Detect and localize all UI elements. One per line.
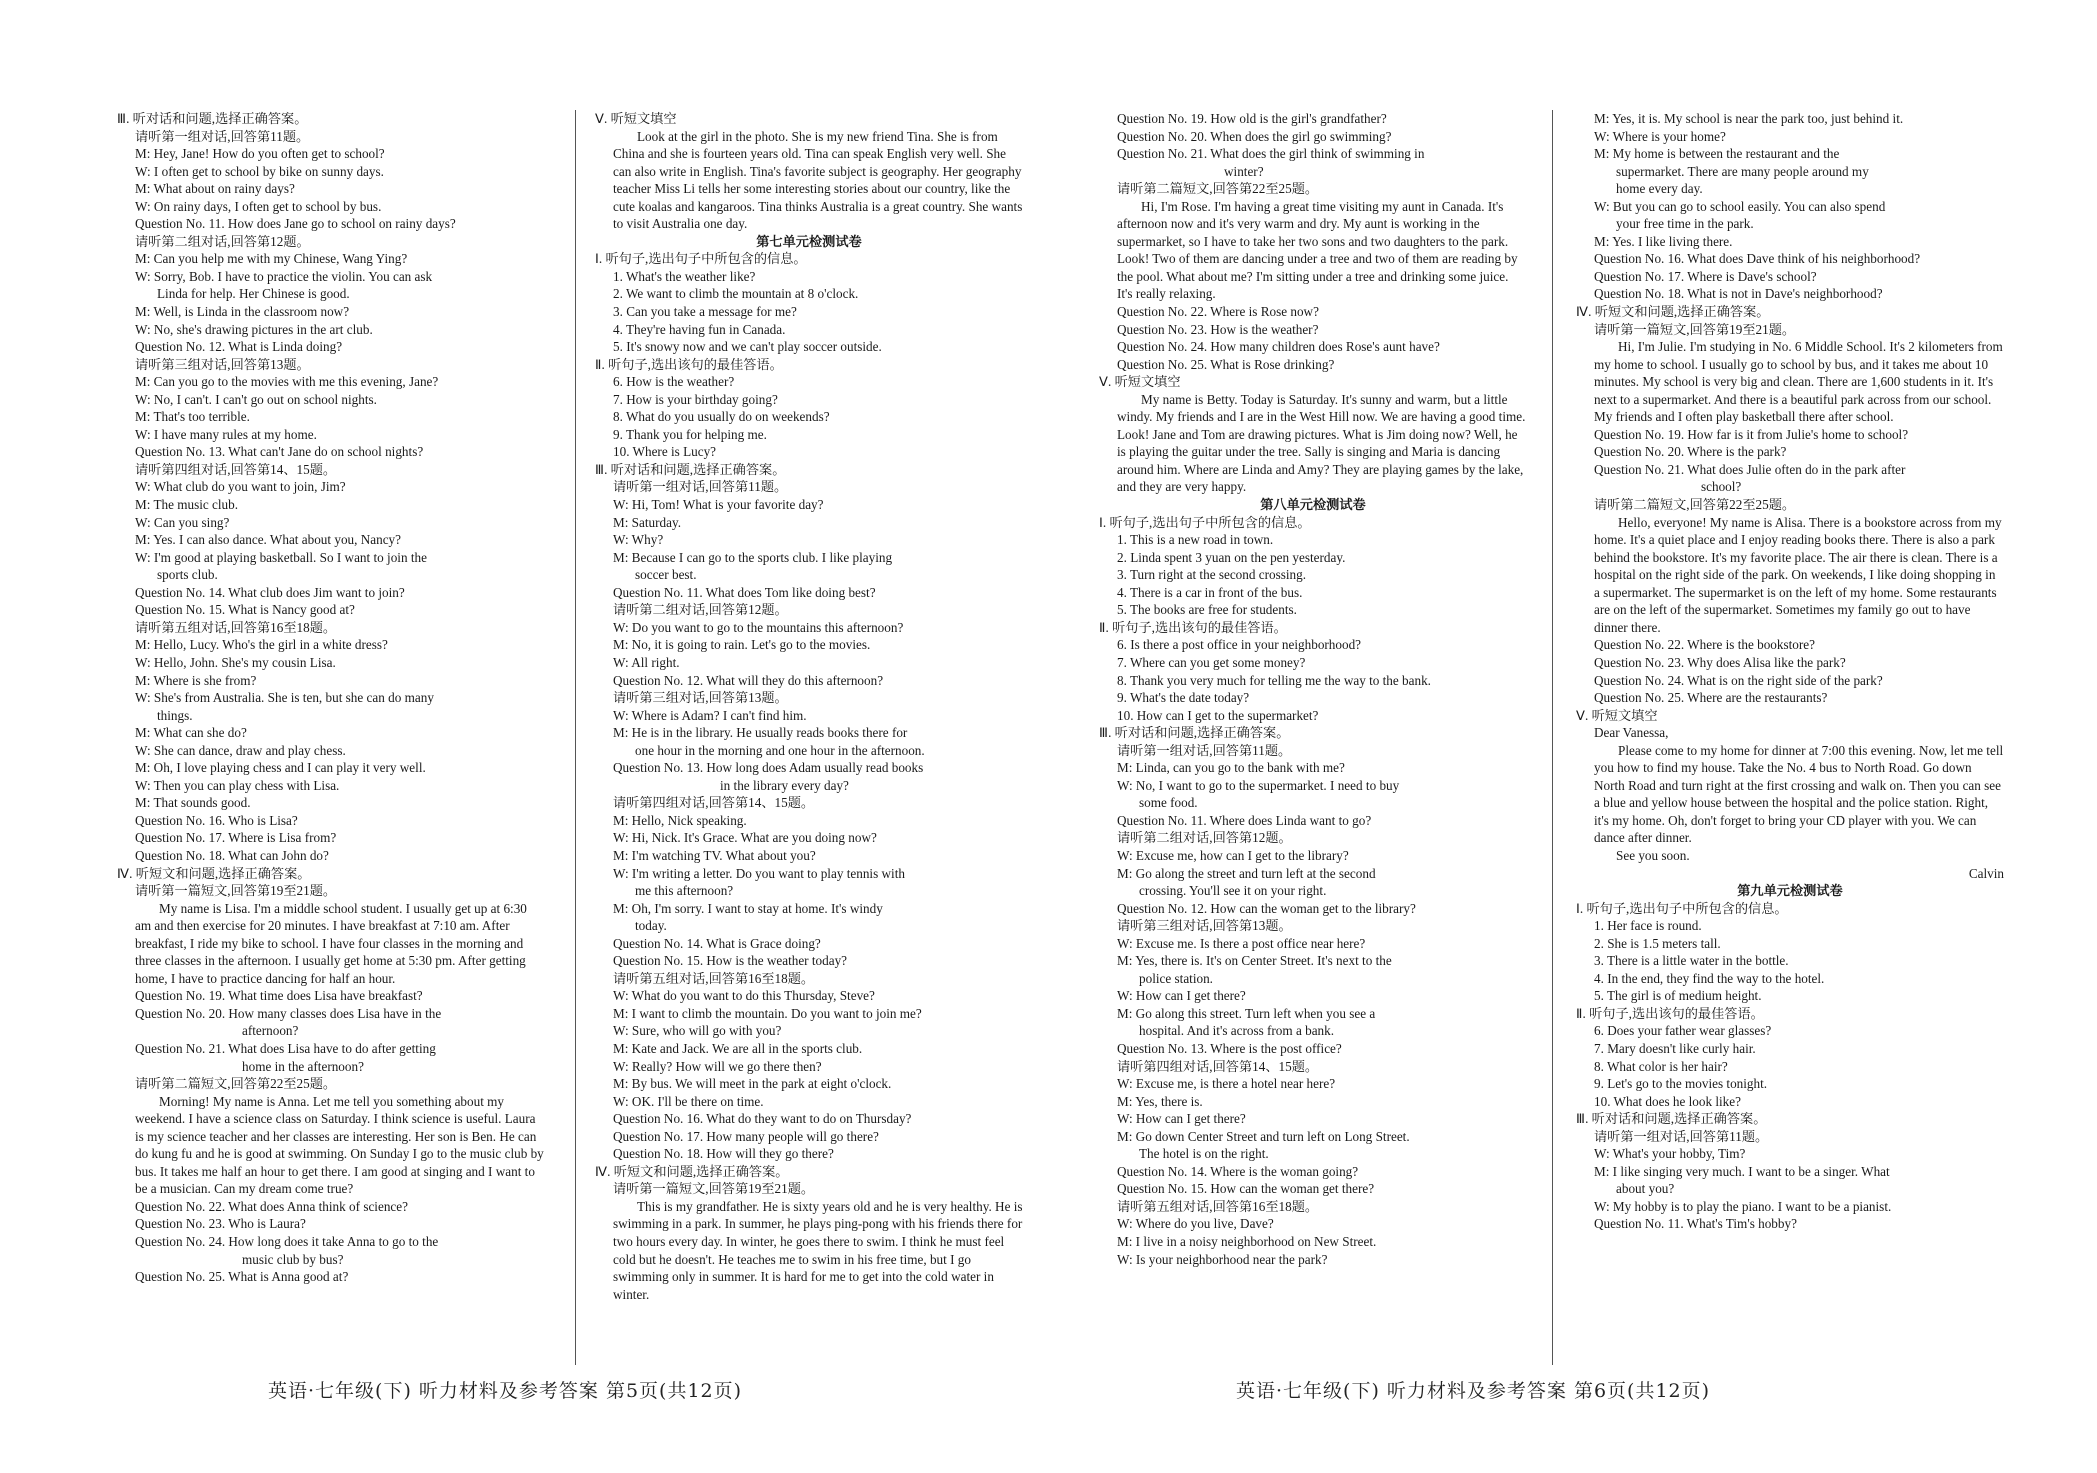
section-heading: Ⅴ. 听短文填空 xyxy=(1576,707,1658,723)
text-line: M: Go down Center Street and turn left on Long Street. xyxy=(1117,1128,1410,1144)
text-line: Question No. 11. What's Tim's hobby? xyxy=(1594,1216,1797,1232)
text-line: Question No. 18. How will they go there? xyxy=(613,1146,834,1162)
text-line: W: I'm good at playing basketball. So I want to join the xyxy=(135,549,427,565)
text-line: 8. What color is her hair? xyxy=(1594,1058,1728,1074)
text-line: M: That's too terrible. xyxy=(135,409,250,425)
text-line: W: Where do you live, Dave? xyxy=(1117,1216,1274,1232)
text-line: 请听第三组对话,回答第13题。 xyxy=(135,356,310,372)
text-line: Question No. 21. What does Julie often do in the park after xyxy=(1594,461,1906,477)
text-line: Question No. 25. What is Rose drinking? xyxy=(1117,356,1335,372)
text-line: M: That sounds good. xyxy=(135,795,251,811)
text-line: 5. It's snowy now and we can't play soccer outside. xyxy=(613,339,882,355)
passage-paragraph: Hello, everyone! My name is Alisa. There is a bookstore across from my home. It's a quiet place and I enjoy reading books there. There is also a park behind the bookstore. It's my favorite place. The air there is clean. There is a hospital on the right side of the park. On weekends, I like doing shopping in a supermarket. The supermarket is on the left of my home. Some restaurants are on the left of the supermarket. Sometimes my family go out to have dinner there. xyxy=(1594,514,2002,635)
text-line: Question No. 18. What is not in Dave's neighborhood? xyxy=(1594,286,1883,302)
text-line: sports club. xyxy=(157,567,218,583)
text-line: 6. Does your father wear glasses? xyxy=(1594,1023,1772,1039)
text-line: 请听第一篇短文,回答第19至21题。 xyxy=(613,1181,815,1197)
text-line: W: I often get to school by bike on sunny days. xyxy=(135,163,384,179)
text-line: afternoon? xyxy=(242,1023,299,1039)
text-line: 2. She is 1.5 meters tall. xyxy=(1594,935,1721,951)
passage-paragraph: Look at the girl in the photo. She is my new friend Tina. She is from China and she is fourteen years old. Tina can speak English very well. She can also write in English. Tina's favorite subject is geography. Her geography teacher Miss Li tells her some interesting stories about our country, like the cute koalas and kangaroos. Tina thinks Australia is a great country. She wants to visit Australia one day. xyxy=(613,128,1023,232)
section-heading: Ⅲ. 听对话和问题,选择正确答案。 xyxy=(595,461,786,477)
page-6-right-column xyxy=(1576,110,2004,1365)
text-line: Question No. 21. What does the girl think of swimming in xyxy=(1117,146,1425,162)
text-line: your free time in the park. xyxy=(1616,216,1754,232)
text-line: 请听第四组对话,回答第14、15题。 xyxy=(135,461,337,477)
text-line: some food. xyxy=(1139,795,1198,811)
text-line: 5. The books are free for students. xyxy=(1117,602,1297,618)
text-line: 3. Turn right at the second crossing. xyxy=(1117,567,1307,583)
text-line: Question No. 25. What is Anna good at? xyxy=(135,1269,349,1285)
text-line: home every day. xyxy=(1616,181,1703,197)
text-line: M: I like singing very much. I want to be a singer. What xyxy=(1594,1163,1890,1179)
section-heading: Ⅰ. 听句子,选出句子中所包含的信息。 xyxy=(1576,900,1788,916)
text-line: W: What's your hobby, Tim? xyxy=(1594,1146,1746,1162)
text-line: W: Really? How will we go there then? xyxy=(613,1058,822,1074)
text-line: hospital. And it's across from a bank. xyxy=(1139,1023,1335,1039)
text-line: Question No. 19. What time does Lisa have breakfast? xyxy=(135,988,423,1004)
text-line: Question No. 22. Where is Rose now? xyxy=(1117,304,1319,320)
passage-paragraph: This is my grandfather. He is sixty years old and he is very healthy. He is swimming in a park. In summer, he plays ping-pong with his friends there for two hours every day. In winter, he goes there to swim. I think he must feel cold but he doesn't. He teaches me to swim in his free time, but I go swimming only in summer. It is hard for me to get into the cold water in winter. xyxy=(613,1198,1023,1302)
text-line: in the library every day? xyxy=(720,777,849,793)
text-line: M: No, it is going to rain. Let's go to the movies. xyxy=(613,637,871,653)
text-line: W: How can I get there? xyxy=(1117,988,1246,1004)
text-line: W: No, I want to go to the supermarket. I need to buy xyxy=(1117,777,1400,793)
text-line: Question No. 13. How long does Adam usually read books xyxy=(613,760,924,776)
text-line: Question No. 24. How long does it take Anna to go to the xyxy=(135,1234,439,1249)
text-line: today. xyxy=(635,918,667,934)
column-divider xyxy=(1552,110,1553,1365)
text-line: 8. What do you usually do on weekends? xyxy=(613,409,830,425)
text-line: M: Hello, Nick speaking. xyxy=(613,812,747,828)
text-line: 6. How is the weather? xyxy=(613,374,735,390)
text-line: Question No. 11. What does Tom like doing best? xyxy=(613,584,876,600)
text-line: W: Why? xyxy=(613,532,664,548)
text-line: M: Oh, I love playing chess and I can play it very well. xyxy=(135,760,426,776)
text-line: 7. Mary doesn't like curly hair. xyxy=(1594,1040,1756,1056)
text-line: W: She's from Australia. She is ten, but she can do many xyxy=(135,690,434,706)
text-line: W: How can I get there? xyxy=(1117,1111,1246,1127)
text-line: school? xyxy=(1701,479,1742,495)
text-line: M: Hey, Jane! How do you often get to school? xyxy=(135,146,385,162)
text-line: 请听第三组对话,回答第13题。 xyxy=(613,690,788,706)
text-line: M: My home is between the restaurant and the xyxy=(1594,146,1840,162)
text-line: M: Where is she from? xyxy=(135,672,257,688)
text-line: 1. This is a new road in town. xyxy=(1117,532,1274,548)
text-line: 2. We want to climb the mountain at 8 o'clock. xyxy=(613,286,859,302)
text-line: M: Oh, I'm sorry. I want to stay at home. It's windy xyxy=(613,900,883,916)
text-line: Question No. 11. How does Jane go to school on rainy days? xyxy=(135,216,456,232)
text-line: 4. In the end, they find the way to the hotel. xyxy=(1594,970,1825,986)
text-line: 4. There is a car in front of the bus. xyxy=(1117,584,1303,600)
text-line: 请听第一组对话,回答第11题。 xyxy=(1117,742,1292,758)
text-line: W: Excuse me, is there a hotel near here? xyxy=(1117,1076,1336,1092)
text-line: The hotel is on the right. xyxy=(1139,1146,1269,1162)
text-line: soccer best. xyxy=(635,567,697,583)
text-line: W: Hello, John. She's my cousin Lisa. xyxy=(135,654,336,670)
text-line: W: What club do you want to join, Jim? xyxy=(135,479,346,495)
page-6-footer: 英语·七年级(下) 听力材料及参考答案 第6页(共12页) xyxy=(1236,1380,1711,1402)
text-line: Question No. 23. How is the weather? xyxy=(1117,321,1319,337)
unit-heading: 第七单元检测试卷 xyxy=(756,233,862,249)
text-line: M: Yes, there is. It's on Center Street. It's next to the xyxy=(1117,953,1392,969)
text-line: Question No. 24. What is on the right side of the park? xyxy=(1594,672,1883,688)
unit-heading: 第八单元检测试卷 xyxy=(1260,497,1366,513)
text-line: 请听第四组对话,回答第14、15题。 xyxy=(1117,1058,1319,1074)
text-line: W: On rainy days, I often get to school by bus. xyxy=(135,198,382,214)
text-line: Question No. 17. How many people will go there? xyxy=(613,1128,879,1144)
text-line: 请听第一组对话,回答第11题。 xyxy=(135,128,310,144)
text-line: Question No. 13. Where is the post office? xyxy=(1117,1040,1342,1056)
text-line: 请听第二组对话,回答第12题。 xyxy=(613,602,788,618)
text-line: W: Then you can play chess with Lisa. xyxy=(135,777,340,793)
text-line: M: I live in a noisy neighborhood on New Street. xyxy=(1117,1234,1377,1249)
passage-paragraph: Please come to my home for dinner at 7:00 this evening. Now, let me tell you how to find my house. Take the No. 4 bus to North Road. Go down North Road and turn right at the first crossing and walk on. Then you can see a blue and yellow house between the hospital and the police station. Right, it's my home. Oh, don't forget to bring your CD player with you. We can dance after dinner. xyxy=(1594,742,2004,846)
text-line: M: What can she do? xyxy=(135,725,247,741)
text-line: 请听第五组对话,回答第16至18题。 xyxy=(1117,1198,1319,1214)
text-line: Question No. 16. What does Dave think of his neighborhood? xyxy=(1594,251,1921,267)
text-line: M: He is in the library. He usually reads books there for xyxy=(613,725,908,741)
text-line: 1. What's the weather like? xyxy=(613,268,756,284)
text-line: about you? xyxy=(1616,1181,1675,1197)
text-line: 3. Can you take a message for me? xyxy=(613,304,797,320)
text-line: W: Can you sing? xyxy=(135,514,230,530)
text-line: Question No. 17. Where is Lisa from? xyxy=(135,830,337,846)
text-line: supermarket. There are many people around my xyxy=(1616,163,1869,179)
text-line: Question No. 11. Where does Linda want to go? xyxy=(1117,812,1372,828)
text-line: 请听第二组对话,回答第12题。 xyxy=(1117,830,1292,846)
text-line: Question No. 21. What does Lisa have to do after getting xyxy=(135,1040,436,1056)
text-line: police station. xyxy=(1139,970,1213,986)
column-divider xyxy=(575,110,576,1365)
section-heading: Ⅴ. 听短文填空 xyxy=(595,111,677,126)
text-line: 请听第四组对话,回答第14、15题。 xyxy=(613,795,815,811)
text-line: 10. What does he look like? xyxy=(1594,1093,1741,1109)
text-line: M: Linda, can you go to the bank with me? xyxy=(1117,760,1345,776)
text-line: Question No. 16. What do they want to do on Thursday? xyxy=(613,1111,912,1127)
passage-paragraph: My name is Lisa. I'm a middle school student. I usually get up at 6:30 am and then exercise for 20 minutes. I have breakfast at 7:10 am. After breakfast, I ride my bike to school. I have four classes in the morning and three classes in the afternoon. I usually get home at 5:30 pm. After getting home, I have to practice dancing for half an hour. xyxy=(135,900,527,986)
text-line: 10. How can I get to the supermarket? xyxy=(1117,707,1319,723)
text-line: M: Can you help me with my Chinese, Wang Ying? xyxy=(135,251,408,267)
text-line: 9. Let's go to the movies tonight. xyxy=(1594,1076,1768,1092)
text-line: 请听第一组对话,回答第11题。 xyxy=(1594,1128,1769,1144)
text-line: Question No. 24. How many children does Rose's aunt have? xyxy=(1117,339,1440,355)
text-line: M: Can you go to the movies with me this evening, Jane? xyxy=(135,374,439,390)
text-line: things. xyxy=(157,707,193,723)
section-heading: Ⅱ. 听句子,选出该句的最佳答语。 xyxy=(595,356,783,372)
text-line: M: Hello, Lucy. Who's the girl in a white dress? xyxy=(135,637,388,653)
section-heading: Ⅲ. 听对话和问题,选择正确答案。 xyxy=(1099,725,1290,741)
text-line: 请听第一篇短文,回答第19至21题。 xyxy=(135,883,337,899)
text-line: Question No. 13. What can't Jane do on school nights? xyxy=(135,444,424,460)
text-line: Question No. 14. What is Grace doing? xyxy=(613,935,821,951)
passage-paragraph: Morning! My name is Anna. Let me tell you something about my weekend. I have a science class on Saturday. I think science is useful. Laura is my science teacher and her classes are interesting. Her son is Ben. He can do kung fu and he is good at swimming. On Sunday I go to the music club by bus. It takes me half an hour to get there. I am good at singing and I want to be a musician. Can my dream come true? xyxy=(135,1093,544,1197)
text-line: 请听第二篇短文,回答第22至25题。 xyxy=(1117,181,1319,197)
text-line: M: Saturday. xyxy=(613,514,682,530)
text-line: W: No, I can't. I can't go out on school nights. xyxy=(135,391,377,407)
text-line: 2. Linda spent 3 yuan on the pen yesterday. xyxy=(1117,549,1346,565)
text-line: M: I'm watching TV. What about you? xyxy=(613,847,816,863)
text-line: M: Yes. I can also dance. What about you, Nancy? xyxy=(135,532,402,548)
text-line: 8. Thank you very much for telling me the way to the bank. xyxy=(1117,672,1431,688)
text-line: M: What about on rainy days? xyxy=(135,181,295,197)
text-line: Question No. 17. Where is Dave's school? xyxy=(1594,268,1817,284)
text-line: 9. Thank you for helping me. xyxy=(613,426,767,442)
text-line: Question No. 12. What will they do this afternoon? xyxy=(613,672,884,688)
text-line: M: Well, is Linda in the classroom now? xyxy=(135,304,350,320)
text-line: 10. Where is Lucy? xyxy=(613,444,717,460)
text-line: 请听第二组对话,回答第12题。 xyxy=(135,233,310,249)
text-line: music club by bus? xyxy=(242,1251,344,1267)
text-line: 3. There is a little water in the bottle. xyxy=(1594,953,1789,969)
text-line: M: Because I can go to the sports club. I like playing xyxy=(613,549,893,565)
page-6-left-column xyxy=(1099,110,1527,1365)
text-line: W: My hobby is to play the piano. I want to be a pianist. xyxy=(1594,1198,1892,1214)
section-heading: Ⅲ. 听对话和问题,选择正确答案。 xyxy=(117,111,308,126)
text-line: 请听第一篇短文,回答第19至21题。 xyxy=(1594,321,1796,337)
section-heading: Ⅳ. 听短文和问题,选择正确答案。 xyxy=(595,1163,789,1179)
page-5-right-column xyxy=(595,110,1023,1365)
text-line: M: Yes. I like living there. xyxy=(1594,233,1733,249)
text-line: 7. Where can you get some money? xyxy=(1117,654,1306,670)
text-line: Question No. 20. When does the girl go swimming? xyxy=(1117,128,1392,144)
section-heading: Ⅲ. 听对话和问题,选择正确答案。 xyxy=(1576,1111,1767,1127)
text-line: Question No. 25. Where are the restaurants? xyxy=(1594,690,1828,706)
passage-paragraph: Hi, I'm Julie. I'm studying in No. 6 Middle School. It's 2 kilometers from my home to school. I usually go to school by bus, and it takes me about 10 minutes. My school is very big and clean. There are 1,600 students in it. It's next to a supermarket. And there is a beautiful park across from our school. My friends and I often play basketball there after school. xyxy=(1594,339,2003,425)
text-line: M: By bus. We will meet in the park at eight o'clock. xyxy=(613,1076,892,1092)
text-line: W: But you can go to school easily. You can also spend xyxy=(1594,198,1886,214)
text-line: W: Is your neighborhood near the park? xyxy=(1117,1251,1328,1267)
text-line: M: Kate and Jack. We are all in the sports club. xyxy=(613,1040,863,1056)
text-line: Question No. 16. Who is Lisa? xyxy=(135,812,298,828)
text-line: W: What do you want to do this Thursday, Steve? xyxy=(613,988,875,1004)
text-line: Question No. 12. How can the woman get to the library? xyxy=(1117,900,1416,916)
text-line: W: Excuse me. Is there a post office near here? xyxy=(1117,935,1366,951)
section-heading: Ⅱ. 听句子,选出该句的最佳答语。 xyxy=(1576,1005,1764,1021)
text-line: W: All right. xyxy=(613,654,680,670)
text-line: W: Sorry, Bob. I have to practice the violin. You can ask xyxy=(135,268,433,284)
text-line: M: The music club. xyxy=(135,497,239,513)
section-heading: Ⅳ. 听短文和问题,选择正确答案。 xyxy=(117,865,311,881)
text-line: W: Hi, Nick. It's Grace. What are you doing now? xyxy=(613,830,877,846)
text-line: W: Excuse me, how can I get to the library? xyxy=(1117,847,1349,863)
text-line: 请听第五组对话,回答第16至18题。 xyxy=(613,970,815,986)
text-line: winter? xyxy=(1224,163,1264,179)
text-line: 请听第三组对话,回答第13题。 xyxy=(1117,918,1292,934)
text-line: M: I want to climb the mountain. Do you want to join me? xyxy=(613,1005,922,1021)
text-line: Question No. 20. Where is the park? xyxy=(1594,444,1787,460)
text-line: M: Go along this street. Turn left when you see a xyxy=(1117,1005,1376,1021)
section-heading: Ⅴ. 听短文填空 xyxy=(1099,374,1181,390)
text-line: Question No. 23. Who is Laura? xyxy=(135,1216,306,1232)
page-5-left-column xyxy=(117,110,545,1365)
text-line: Question No. 15. How is the weather today? xyxy=(613,953,848,969)
text-line: Question No. 23. Why does Alisa like the park? xyxy=(1594,654,1846,670)
text-line: 6. Is there a post office in your neighborhood? xyxy=(1117,637,1362,653)
text-line: W: She can dance, draw and play chess. xyxy=(135,742,346,758)
text-line: W: Sure, who will go with you? xyxy=(613,1023,782,1039)
text-line: home in the afternoon? xyxy=(242,1058,364,1074)
text-line: 请听第一组对话,回答第11题。 xyxy=(613,479,788,495)
text-line: 请听第二篇短文,回答第22至25题。 xyxy=(1594,497,1796,513)
text-line: Question No. 19. How old is the girl's grandfather? xyxy=(1117,111,1387,126)
text-line: 4. They're having fun in Canada. xyxy=(613,321,786,337)
text-line: W: I have many rules at my home. xyxy=(135,426,317,442)
text-line: M: Yes, there is. xyxy=(1117,1093,1203,1109)
text-line: Question No. 20. How many classes does Lisa have in the xyxy=(135,1005,442,1021)
passage-paragraph: Hi, I'm Rose. I'm having a great time visiting my aunt in Canada. It's afternoon now and it's very warm and dry. My aunt is working in the supermarket, so I have to take her two sons and two daughters to the park. Look! Two of them are dancing under a tree and two of them are reading by the pool. What about me? I'm sitting under a tree and drinking some juice. It's really relaxing. xyxy=(1117,198,1518,302)
text-line: 7. How is your birthday going? xyxy=(613,391,778,407)
section-heading: Ⅰ. 听句子,选出句子中所包含的信息。 xyxy=(1099,514,1311,530)
text-line: one hour in the morning and one hour in the afternoon. xyxy=(635,742,925,758)
text-line: 请听第二篇短文,回答第22至25题。 xyxy=(135,1076,337,1092)
text-line: Question No. 14. What club does Jim want to join? xyxy=(135,584,405,600)
letter-signature: Calvin xyxy=(1968,865,2004,881)
text-line: W: Where is Adam? I can't find him. xyxy=(613,707,807,723)
text-line: Question No. 19. How far is it from Julie's home to school? xyxy=(1594,426,1909,442)
text-line: Question No. 15. How can the woman get there? xyxy=(1117,1181,1375,1197)
text-line: W: OK. I'll be there on time. xyxy=(613,1093,764,1109)
text-line: W: Hi, Tom! What is your favorite day? xyxy=(613,497,824,513)
page-5-footer: 英语·七年级(下) 听力材料及参考答案 第5页(共12页) xyxy=(268,1380,743,1402)
text-line: Question No. 18. What can John do? xyxy=(135,847,329,863)
text-line: 请听第五组对话,回答第16至18题。 xyxy=(135,619,337,635)
section-heading: Ⅱ. 听句子,选出该句的最佳答语。 xyxy=(1099,619,1287,635)
section-heading: Ⅰ. 听句子,选出句子中所包含的信息。 xyxy=(595,251,807,267)
text-line: W: Where is your home? xyxy=(1594,128,1726,144)
text-line: Question No. 12. What is Linda doing? xyxy=(135,339,343,355)
text-line: W: Do you want to go to the mountains this afternoon? xyxy=(613,619,904,635)
text-line: 9. What's the date today? xyxy=(1117,690,1250,706)
text-line: Dear Vanessa, xyxy=(1594,725,1669,741)
text-line: W: No, she's drawing pictures in the art club. xyxy=(135,321,373,337)
text-line: Question No. 22. What does Anna think of science? xyxy=(135,1198,408,1214)
text-line: Question No. 14. Where is the woman going? xyxy=(1117,1163,1359,1179)
text-line: Question No. 22. Where is the bookstore? xyxy=(1594,637,1815,653)
text-line: M: Go along the street and turn left at the second xyxy=(1117,865,1376,881)
text-line: M: Yes, it is. My school is near the park too, just behind it. xyxy=(1594,111,1904,126)
text-line: W: I'm writing a letter. Do you want to play tennis with xyxy=(613,865,905,881)
passage-paragraph: My name is Betty. Today is Saturday. It's sunny and warm, but a little windy. My friends and I are in the West Hill now. We are having a good time. Look! Jane and Tom are drawing pictures. What is Jim doing now? Well, he is playing the guitar under the tree. Sally is singing and Maria is dancing around him. Where are Linda and Amy? They are playing games by the lake, and they are very happy. xyxy=(1117,391,1526,495)
section-heading: Ⅳ. 听短文和问题,选择正确答案。 xyxy=(1576,304,1770,320)
text-line: Linda for help. Her Chinese is good. xyxy=(157,286,350,302)
text-line: See you soon. xyxy=(1616,847,1690,863)
unit-heading: 第九单元检测试卷 xyxy=(1737,883,1843,899)
text-line: Question No. 15. What is Nancy good at? xyxy=(135,602,355,618)
text-line: me this afternoon? xyxy=(635,883,734,899)
text-line: crossing. You'll see it on your right. xyxy=(1139,883,1327,899)
text-line: 1. Her face is round. xyxy=(1594,918,1702,934)
text-line: 5. The girl is of medium height. xyxy=(1594,988,1762,1004)
